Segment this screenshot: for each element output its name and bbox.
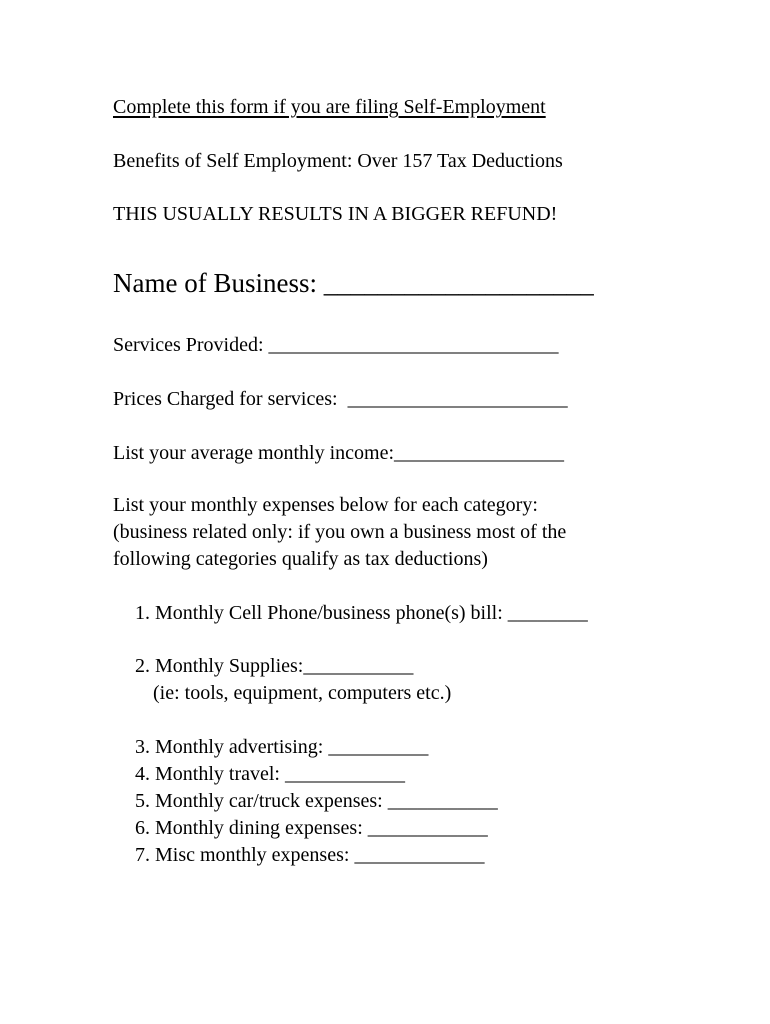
expense-item-label: 6. Monthly dining expenses: xyxy=(135,817,363,839)
expense-item-label: 1. Monthly Cell Phone/business phone(s) bill: xyxy=(135,602,503,624)
form-title: Complete this form if you are filing Self-Employment xyxy=(113,96,546,118)
expense-item-cell-phone xyxy=(135,600,588,626)
expense-item-blank[interactable]: _____________ xyxy=(349,844,485,866)
business-name-label: Name of Business: xyxy=(113,268,317,298)
income-field xyxy=(113,440,564,466)
expense-item-blank[interactable]: ___________ xyxy=(303,655,414,677)
business-name-field xyxy=(113,266,594,300)
income-blank[interactable]: _________________ xyxy=(394,442,565,464)
expense-item-label: 3. Monthly advertising: xyxy=(135,736,324,758)
expense-item-blank[interactable]: ___________ xyxy=(382,790,498,812)
services-blank[interactable]: _____________________________ xyxy=(263,334,559,356)
prices-label: Prices Charged for services: xyxy=(113,388,338,410)
expenses-intro xyxy=(113,492,673,573)
supplies-examples-note: (ie: tools, equipment, computers etc.) xyxy=(153,682,452,704)
services-field xyxy=(113,332,559,358)
expense-item-label: 4. Monthly travel: xyxy=(135,763,280,785)
benefits-text: Benefits of Self Employment: Over 157 Tax Deductions xyxy=(113,150,563,172)
income-label: List your average monthly income: xyxy=(113,442,395,464)
expense-item-car-truck xyxy=(135,788,498,814)
prices-field xyxy=(113,386,568,412)
business-name-blank[interactable]: ____________________ xyxy=(316,268,594,298)
refund-notice: THIS USUALLY RESULTS IN A BIGGER REFUND! xyxy=(113,203,558,225)
expense-item-label: 5. Monthly car/truck expenses: xyxy=(135,790,383,812)
expense-item-supplies xyxy=(135,653,413,679)
expense-item-label: 7. Misc monthly expenses: xyxy=(135,844,350,866)
expense-item-blank[interactable]: ________ xyxy=(502,602,588,624)
expense-item-label: 2. Monthly Supplies: xyxy=(135,655,304,677)
expense-item-blank[interactable]: ____________ xyxy=(279,763,405,785)
expense-item-blank[interactable]: ____________ xyxy=(362,817,488,839)
expense-item-advertising xyxy=(135,734,428,760)
expenses-intro-line: (business related only: if you own a business most of the xyxy=(113,521,567,543)
expenses-intro-line: List your monthly expenses below for each category: xyxy=(113,494,538,516)
services-label: Services Provided: xyxy=(113,334,264,356)
expense-item-travel xyxy=(135,761,405,787)
expenses-intro-line: following categories qualify as tax deductions) xyxy=(113,548,488,570)
expense-item-misc xyxy=(135,842,484,868)
expense-item-blank[interactable]: __________ xyxy=(323,736,429,758)
prices-blank[interactable]: ______________________ xyxy=(337,388,568,410)
expense-item-dining xyxy=(135,815,488,841)
